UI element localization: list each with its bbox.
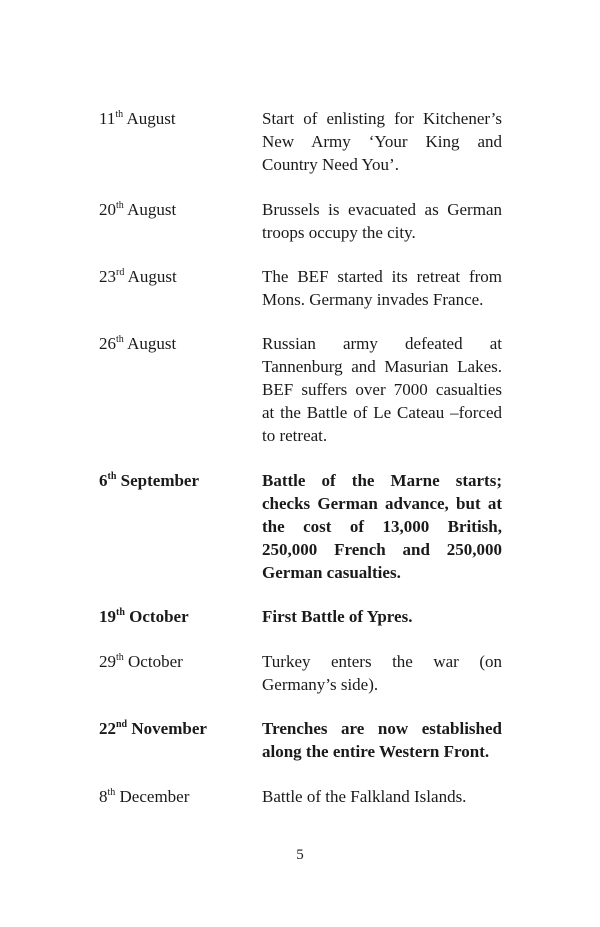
date-day: 8 — [99, 787, 108, 806]
date-day: 22 — [99, 719, 116, 738]
date-month: August — [127, 200, 177, 219]
date-suffix: th — [116, 200, 124, 211]
date-month: August — [126, 109, 176, 128]
entry-date — [99, 785, 249, 808]
date-suffix: th — [115, 109, 124, 120]
date-month: August — [127, 267, 177, 286]
date-suffix: rd — [116, 267, 125, 278]
date-day: 23 — [99, 267, 116, 286]
date-day: 6 — [99, 471, 108, 490]
entry-date — [99, 650, 249, 673]
date-day: 20 — [99, 200, 116, 219]
page-number: 5 — [296, 847, 304, 863]
entry-date — [99, 198, 249, 221]
date-day: 11 — [99, 109, 116, 128]
entry-description: Battle of the Falkland Islands. — [262, 787, 467, 806]
entry-date — [99, 265, 249, 288]
date-month: November — [131, 719, 207, 738]
entry-description: Brussels is evacuated as German troops occupy the city. — [262, 200, 502, 242]
date-suffix: th — [116, 652, 124, 663]
date-month: December — [119, 787, 190, 806]
date-day: 29 — [99, 652, 116, 671]
date-month: September — [120, 471, 200, 490]
date-month: August — [127, 334, 177, 353]
date-suffix: nd — [116, 719, 128, 730]
entry-date — [99, 605, 249, 628]
entry-description: The BEF started its retreat from Mons. Germany invades France. — [262, 267, 502, 309]
entry-date — [99, 107, 249, 130]
date-day: 19 — [99, 607, 116, 626]
date-month: October — [128, 652, 183, 671]
date-suffix: th — [116, 607, 125, 618]
date-month: October — [129, 607, 189, 626]
entry-description: Start of enlisting for Kitchener’s New Army ‘Your King and Country Need You’. — [262, 109, 502, 174]
entry-description: Russian army defeated at Tannenburg and Masurian Lakes. BEF suffers over 7000 casualties at the Battle of Le Cateau –forced to retreat. — [262, 334, 502, 445]
entry-date — [99, 469, 249, 492]
entry-description: Trenches are now established along the entire Western Front. — [262, 719, 502, 761]
entry-description: Battle of the Marne starts; checks German advance, but at the cost of 13,000 British, 250,000 French and 250,000 German casualties. — [262, 471, 502, 582]
entry-date — [99, 332, 249, 355]
date-suffix: th — [107, 471, 117, 482]
entry-description: Turkey enters the war (on Germany’s side). — [262, 652, 502, 694]
date-suffix: th — [107, 787, 116, 798]
entry-description: First Battle of Ypres. — [262, 607, 413, 626]
entry-date — [99, 717, 249, 740]
date-suffix: th — [116, 334, 124, 345]
date-day: 26 — [99, 334, 116, 353]
